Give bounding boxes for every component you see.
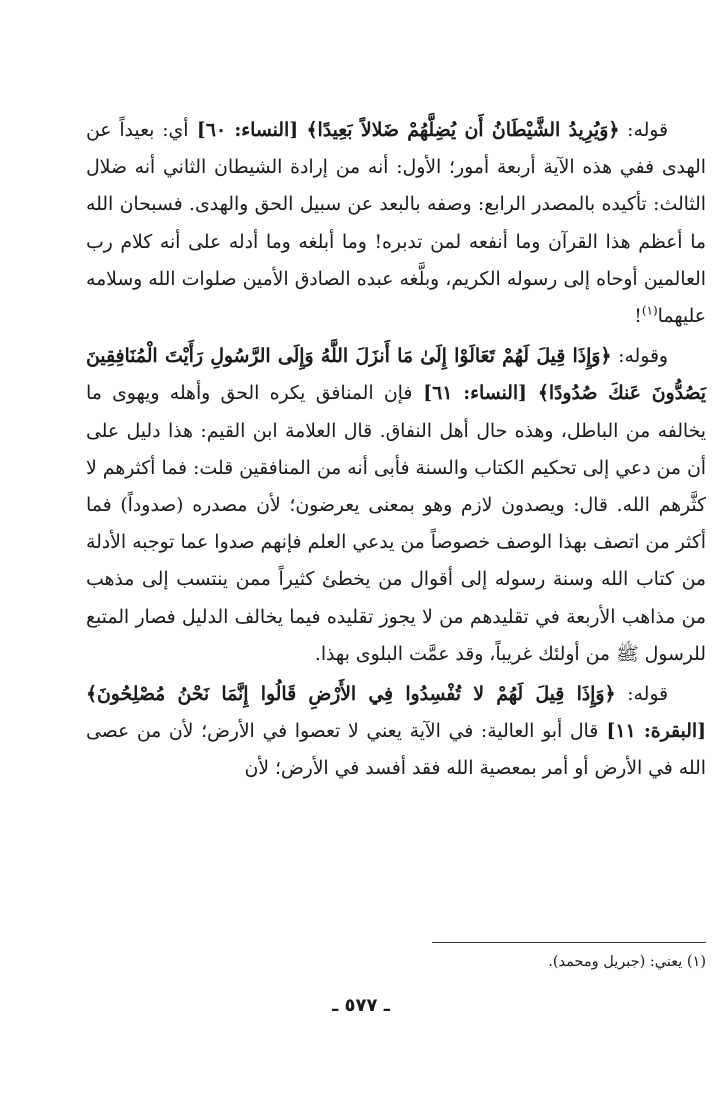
page-number: ـ ٥٧٧ ـ <box>332 995 390 1016</box>
quran-verse: ﴿وَيُرِيدُ الشَّيْطَانُ أَن يُضِلَّهُمْ ضَلالاً بَعِيدًا﴾ <box>306 119 620 141</box>
paragraph-text: قال أبو العالية: في الآية يعني لا تعصوا في الأرض؛ لأن من عصى الله في الأرض أو أمر بمعصية الله فقد أفسد في الأرض؛ لأن <box>86 721 706 780</box>
page-body <box>86 112 706 791</box>
paragraph-3 <box>86 676 706 788</box>
paragraph-2 <box>86 338 706 673</box>
paragraph-1 <box>86 112 706 335</box>
footnote-divider <box>432 942 706 943</box>
paragraph-end: ! <box>634 306 642 328</box>
quote-label: وقوله: <box>611 346 669 368</box>
quran-verse: ﴿وَإِذَا قِيلَ لَهُمْ لا تُفْسِدُوا فِي الأَرْضِ قَالُوا إِنَّمَا نَحْنُ مُصْلِحُونَ﴾ <box>86 683 616 706</box>
verse-reference: [البقرة: ١١] <box>598 720 706 743</box>
verse-reference: [النساء: ٦١] <box>412 382 538 405</box>
quote-label: قوله: <box>615 684 668 706</box>
paragraph-text: فإن المنافق يكره الحق وأهله ويهوى ما يخالفه من الباطل، وهذه حال أهل النفاق. قال العلامة ابن القيم: هذا دليل على أن من دعي إلى تحكيم الكتاب والسنة فأبى أنه من المنافقين قلت: فما أكثرهم لا كثَّرهم الله. قال: ويصدون لازم وهو بمعنى يعرضون؛ لأن مصدره (صدوداً) فما أكثر من اتصف بهذا الوصف خصوصاً من يدعي العلم فإنهم صدوا عما توجبه الأدلة من كتاب الله وسنة رسوله إلى أقوال من يخطئ كثيراً ممن ينتسب إلى مذهب من مذاهب الأربعة في تقليدهم من لا يجوز تقليده فيما يخالف الدليل فصار المتبع للرسول ﷺ من أولئك غريباً، وقد عمَّت البلوى بهذا. <box>86 383 706 665</box>
quran-verse: ﴿وَإِذَا قِيلَ لَهُمْ تَعَالَوْا إِلَىٰ مَا أَنزَلَ اللَّهُ وَإِلَى الرَّسُولِ رَأَيْتَ الْمُنَافِقِينَ يَصُدُّونَ عَنكَ صُدُودًا﴾ <box>86 345 706 405</box>
footnote: (١) يعني: (جبريل ومحمد). <box>548 954 706 970</box>
paragraph-text: أي: بعيداً عن الهدى ففي هذه الآية أربعة أمور؛ الأول: أنه من إرادة الشيطان الثاني أنه ضلال الثالث: تأكيده بالمصدر الرابع: وصفه بالبعد عن سبيل الحق والهدى. فسبحان الله ما أعظم هذا القرآن وما أنفعه لمن تدبره! وما أبلغه وما أدله على أنه كلام رب العالمين أوحاه إلى رسوله الكريم، وبلَّغه عبده الصادق الأمين صلوات الله وسلامه عليهما <box>86 120 706 328</box>
footnote-marker: (١) <box>641 303 658 318</box>
verse-reference: [النساء: ٦٠] <box>188 119 307 141</box>
quote-label: قوله: <box>619 120 668 141</box>
